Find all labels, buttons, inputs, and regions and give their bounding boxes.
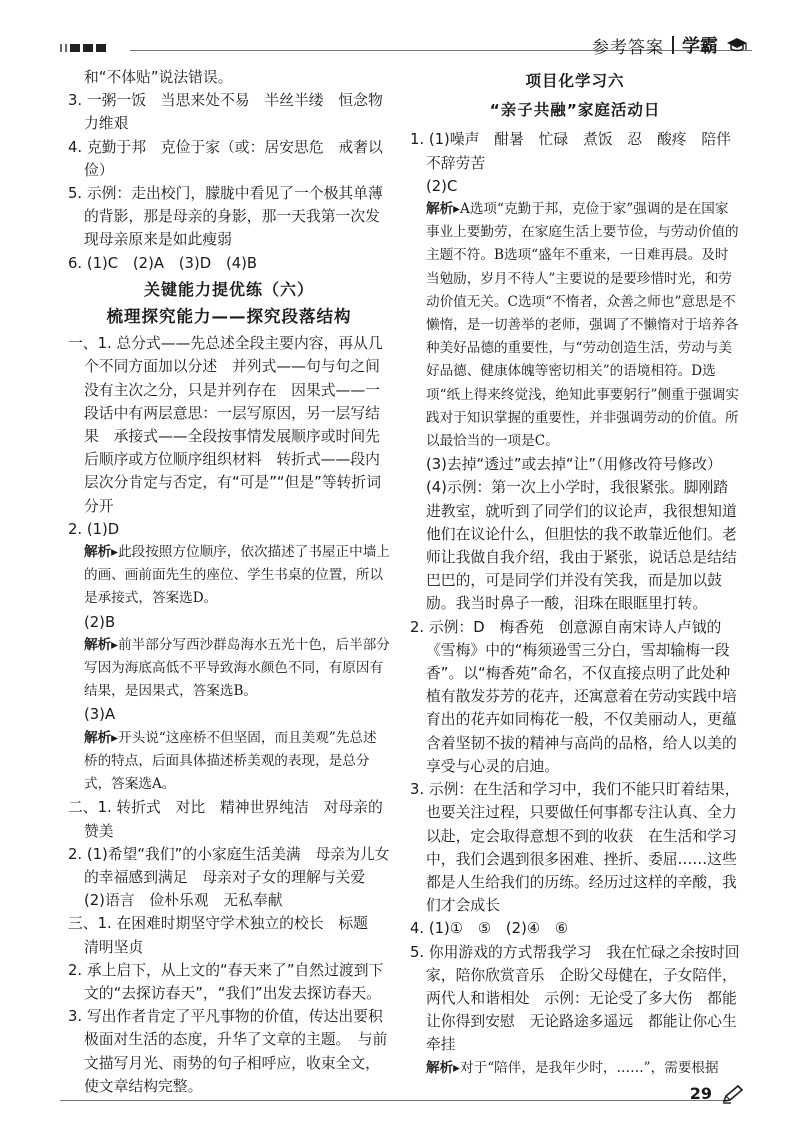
- analysis-note: 解析▸A选项“克勤于邦，克俭于家”强调的是在国家事业上要勤劳，在家庭生活上要节俭，与劳动价值的主题不符。B选项“盛年不重来，一日难再晨。及时当勉励，岁月不待人”主要说的是要珍惜时光，和劳动价值无关。C选项“不惰者，众善之师也”意思是不懒惰，是一切善举的老师，强调了不懒惰对于培养各种美好品德的重要性，与“劳动创造生活，劳动与美好品德、健康体魄等密切相关”的语境相符。D选项“纸上得来终觉浅，绝知此事要躬行”侧重于强调实践对于知识掌握的重要性，并非强调劳动的价值。所以最恰当的一项是C。: [426, 201, 739, 450]
- answer-item: 4. 克勤于邦 克俭于家（或：居安思危 戒奢以俭）: [68, 138, 383, 179]
- section-subtitle: 梳理探究能力——探究段落结构: [106, 307, 352, 327]
- answer-item: 2. 示例：D 梅香苑 创意源自南宋诗人卢钺的《雪梅》中的“梅须逊雪三分白，雪却输梅一段香”。以“梅香苑”命名，不仅直接点明了此处种植有散发芬芳的花卉，还寓意着在劳动实践中培育出的花卉如同梅花一般，不仅美丽动人，更蕴含着坚韧不拔的精神与高尚的品格，给人以美的享受与心灵的启迪。: [410, 618, 737, 775]
- answer-item: 3. 一粥一饭 当思来处不易 半丝半缕 恒念物力维艰: [68, 92, 383, 133]
- answer-item: 2. (1)D: [68, 520, 120, 538]
- answer-item: 3. 写出作者肯定了平凡事物的价值，传达出要积极面对生活的态度，升华了文章的主题。 与前文描写月光、雨势的句子相呼应，收束全文，使文章结构完整。: [68, 1008, 388, 1095]
- analysis-label: 解析▸: [426, 1059, 461, 1076]
- answer-item: 2. 承上启下，从上文的“春天来了”自然过渡到下文的“去探访春天”，“我们”出发去探访春天。: [68, 961, 384, 1002]
- analysis-label: 解析▸: [84, 636, 119, 653]
- answer-item: (4)示例：第一次上小学时，我很紧张。脚刚踏进教室，就听到了同学们的议论声，我很想知道他们在议论什么，但胆怯的我不敢靠近他们。老师让我做自我介绍，我由于紧张，说话总是结结巴巴的，可是同学们并没有笑我，而是加以鼓励。我当时鼻子一酸，泪珠在眼眶里打转。: [426, 479, 737, 613]
- answer-item: 4. (1)① ⑤ (2)④ ⑥: [410, 920, 569, 938]
- answer-item: 6. (1)C (2)A (3)D (4)B: [68, 254, 258, 272]
- project-subtitle: “亲子共融”家庭活动日: [489, 101, 661, 120]
- analysis-note: 解析▸此段按照方位顺序，依次描述了书屋正中墙上的画、画前面先生的座位、学生书桌的位置，所以是承接式，答案选D。: [84, 544, 390, 607]
- analysis-label: 解析▸: [84, 544, 119, 561]
- answer-item: 二、1. 转折式 对比 精神世界纯洁 对母亲的赞美: [68, 799, 383, 840]
- section-title: 关键能力提优练（六）: [143, 279, 314, 299]
- answer-item: (3)去掉“透过”或去掉“让”（用修改符号修改）: [426, 456, 722, 474]
- project-title: 项目化学习六: [525, 72, 625, 90]
- header-separator: [672, 36, 674, 54]
- answer-item: (2)C: [426, 177, 458, 195]
- answer-item: 3. 示例：在生活和学习中，我们不能只盯着结果，也要关注过程，只要做任何事都专注认真、全力以赴，定会取得意想不到的收获 在生活和学习中，我们会遇到很多困难、挫折、委屈……这些都是人生给我们的历练。经历过这样的辛酸，我们才会成长: [410, 781, 740, 915]
- page-number: 29: [689, 1084, 712, 1103]
- brand-name: 学霸: [682, 36, 718, 57]
- graduation-cap-icon: [726, 36, 748, 54]
- answer-item: (2)B: [84, 613, 116, 631]
- footer-rule: [60, 1100, 725, 1101]
- header-decoration: [60, 44, 106, 52]
- analysis-label: 解析▸: [84, 729, 119, 746]
- answer-item: 5. 示例：走出校门，朦胧中看见了一个极其单薄的背影，那是母亲的身影，那一天我第一次发现母亲原来是如此瘦弱: [68, 185, 383, 249]
- reference-title: 参考答案: [592, 37, 664, 58]
- pencil-icon: [721, 1084, 745, 1104]
- analysis-note: 解析▸开头说“这座桥不但坚固，而且美观”先总述桥的特点，后面具体描述桥美观的表现，是总分式，答案选A。: [84, 729, 377, 793]
- answer-alt: 用修改符号修改: [603, 456, 707, 474]
- answer-alt: 或：居安思危 戒奢以俭: [84, 138, 383, 179]
- page-footer: [0, 1080, 800, 1120]
- answer-item: 1. (1)噪声 酣暑 忙碌 煮饭 忍 酸疼 陪伴 不辞劳苦: [410, 131, 746, 172]
- answer-item: 2. (1)希望“我们”的小家庭生活美满 母亲为儿女的幸福感到满足 母亲对子女的理解与关爱: [68, 845, 390, 886]
- answer-line: 和“不体贴”说法错误。: [84, 69, 233, 86]
- answer-item: (3)A: [84, 706, 116, 724]
- answer-item: 三、1. 在困难时期坚守学术独立的校长 标题 清明坚贞: [68, 915, 383, 956]
- answer-item: 一、1. 总分式——先总述全段主要内容，再从几个不同方面加以分述 并列式——句与句之间没有主次之分，只是并列存在 因果式——一段话中有两层意思：一层写原因，另一层写结果 承接式——全段按事情发展顺序或时间先后顺序或方位顺序组织材料 转折式——段内层次分肯定与否定，有“可是”“但是”等转折词分开: [68, 335, 383, 515]
- analysis-note: 解析▸前半部分写西沙群岛海水五光十色，后半部分写因为海底高低不平导致海水颜色不同，有原因有结果，是因果式，答案选B。: [84, 636, 390, 700]
- answer-item: (2)语言 俭朴乐观 无私奉献: [84, 892, 283, 910]
- left-column: [68, 66, 390, 1098]
- header-title: [592, 32, 748, 58]
- analysis-note: 解析▸对于“陪伴，是我年少时，……”，需要根据: [426, 1059, 719, 1076]
- page-header: [0, 0, 800, 60]
- analysis-label: 解析▸: [426, 201, 461, 218]
- right-column: [410, 66, 746, 1080]
- answer-item: 5. 你用游戏的方式帮我学习 我在忙碌之余按时回家，陪你欣赏音乐 企盼父母健在，子女陪伴，两代人和谐相处 示例：无论受了多大伤 都能让你得到安慰 无论路途多遥远 都能让你心生牵挂: [410, 943, 740, 1054]
